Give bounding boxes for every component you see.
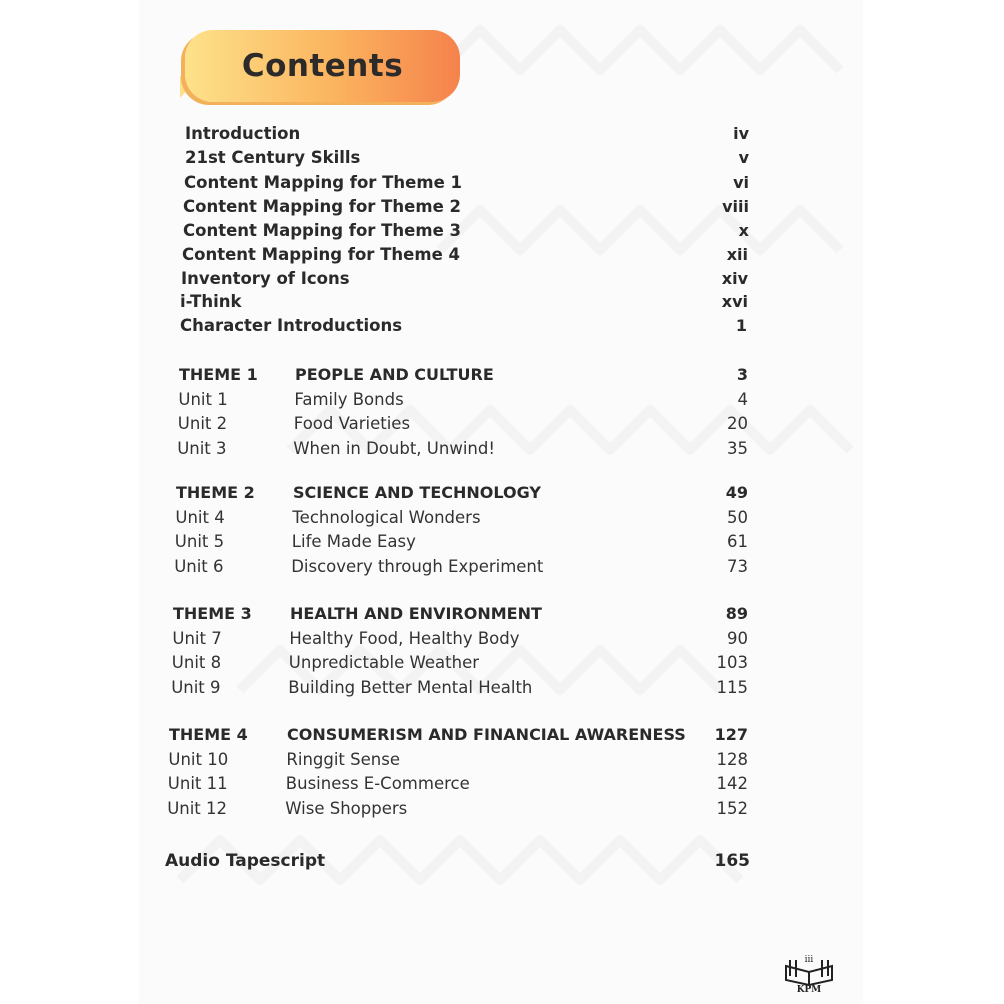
unit-code: Unit 12 [167,798,228,818]
unit-row [175,530,748,554]
front-matter-row [184,171,749,195]
unit-page: 4 [737,389,748,409]
unit-page: 73 [726,556,748,576]
unit-title: Discovery through Experiment [291,556,544,576]
kpm-logo-text: KPM [796,985,822,992]
unit-title: Building Better Mental Health [288,677,533,697]
theme-code: THEME 1 [179,365,258,384]
front-matter-page: xiv [721,269,748,288]
kpm-logo [780,948,838,992]
unit-code: Unit 2 [177,414,228,433]
unit-row [175,506,748,530]
unit-page: 115 [716,677,748,697]
unit-code: Unit 4 [175,507,225,527]
unit-page: 20 [726,414,748,433]
unit-page: 90 [726,628,748,648]
page-title: Contents [241,48,404,84]
unit-page: 61 [726,532,748,551]
unit-title: Ringgit Sense [286,749,400,769]
front-matter-row [185,122,749,146]
front-matter-row [181,267,748,291]
unit-row [172,627,748,651]
unit-title: Business E-Commerce [285,774,470,793]
theme-title: HEALTH AND ENVIRONMENT [290,604,542,623]
front-matter-page: xvi [721,292,748,311]
unit-row [178,412,748,436]
theme-row [179,363,748,387]
theme-row [176,481,748,505]
unit-page: 142 [716,774,748,793]
front-matter-page: iv [733,124,749,143]
front-matter-row [185,146,749,170]
theme-page: 89 [725,604,748,623]
unit-code: Unit 3 [177,438,227,458]
unit-title: Healthy Food, Healthy Body [289,628,520,648]
front-matter-label: i-Think [180,292,242,311]
theme-title: CONSUMERISM AND FINANCIAL AWARENESS [287,725,686,744]
audio-tapescript-page: 165 [714,851,750,871]
front-matter-page: x [738,221,749,240]
front-matter-page: 1 [735,316,747,335]
front-matter-row [182,243,748,267]
unit-title: Technological Wonders [292,507,481,527]
front-matter-label: Inventory of Icons [181,269,350,288]
front-matter-row [180,290,748,314]
unit-code: Unit 1 [178,389,228,409]
unit-title: When in Doubt, Unwind! [293,438,495,458]
front-matter-label: Character Introductions [180,316,403,335]
unit-row [168,772,748,796]
front-matter-page: vi [733,173,749,192]
front-matter-row [180,314,747,338]
audio-tapescript-label: Audio Tapescript [165,851,326,871]
unit-code: Unit 7 [172,628,222,648]
front-matter-page: v [738,148,749,167]
theme-code: THEME 2 [176,483,255,502]
unit-page: 103 [716,653,748,672]
unit-row [172,651,748,675]
unit-title: Unpredictable Weather [288,653,480,672]
front-matter-row [183,219,749,243]
theme-page: 127 [714,725,748,744]
unit-code: Unit 6 [174,556,224,576]
unit-title: Wise Shoppers [285,798,408,818]
unit-code: Unit 11 [167,774,228,793]
unit-row [177,437,748,461]
front-matter-label: 21st Century Skills [185,148,361,167]
theme-title: PEOPLE AND CULTURE [295,365,494,384]
theme-code: THEME 4 [169,725,248,744]
unit-code: Unit 10 [168,749,229,769]
unit-title: Family Bonds [294,389,404,409]
theme-page: 3 [736,365,748,384]
theme-title: SCIENCE AND TECHNOLOGY [293,483,541,502]
unit-page: 128 [716,749,748,769]
theme-row [169,723,748,747]
theme-page: 49 [725,483,748,502]
unit-row [178,388,748,412]
unit-page: 152 [716,798,748,818]
theme-row [173,602,748,626]
unit-title: Food Varieties [293,414,411,433]
front-matter-label: Content Mapping for Theme 4 [182,245,460,264]
unit-code: Unit 8 [171,653,222,672]
front-matter-label: Introduction [185,124,301,143]
unit-code: Unit 9 [171,677,221,697]
unit-title: Life Made Easy [291,532,416,551]
unit-page: 35 [726,438,748,458]
unit-code: Unit 5 [174,532,225,551]
front-matter-page: viii [722,197,749,216]
front-matter-label: Content Mapping for Theme 3 [183,221,461,240]
front-matter-page: xii [726,245,748,264]
unit-row [174,555,748,579]
front-matter-label: Content Mapping for Theme 2 [183,197,461,216]
unit-row [167,797,748,821]
unit-page: 50 [726,507,748,527]
front-matter-label: Content Mapping for Theme 1 [184,173,462,192]
unit-row [171,676,748,700]
front-matter-row [183,195,749,219]
unit-row [168,748,748,772]
audio-tapescript-row [165,849,750,873]
page-number-iii: iii [804,955,814,965]
theme-code: THEME 3 [173,604,252,623]
